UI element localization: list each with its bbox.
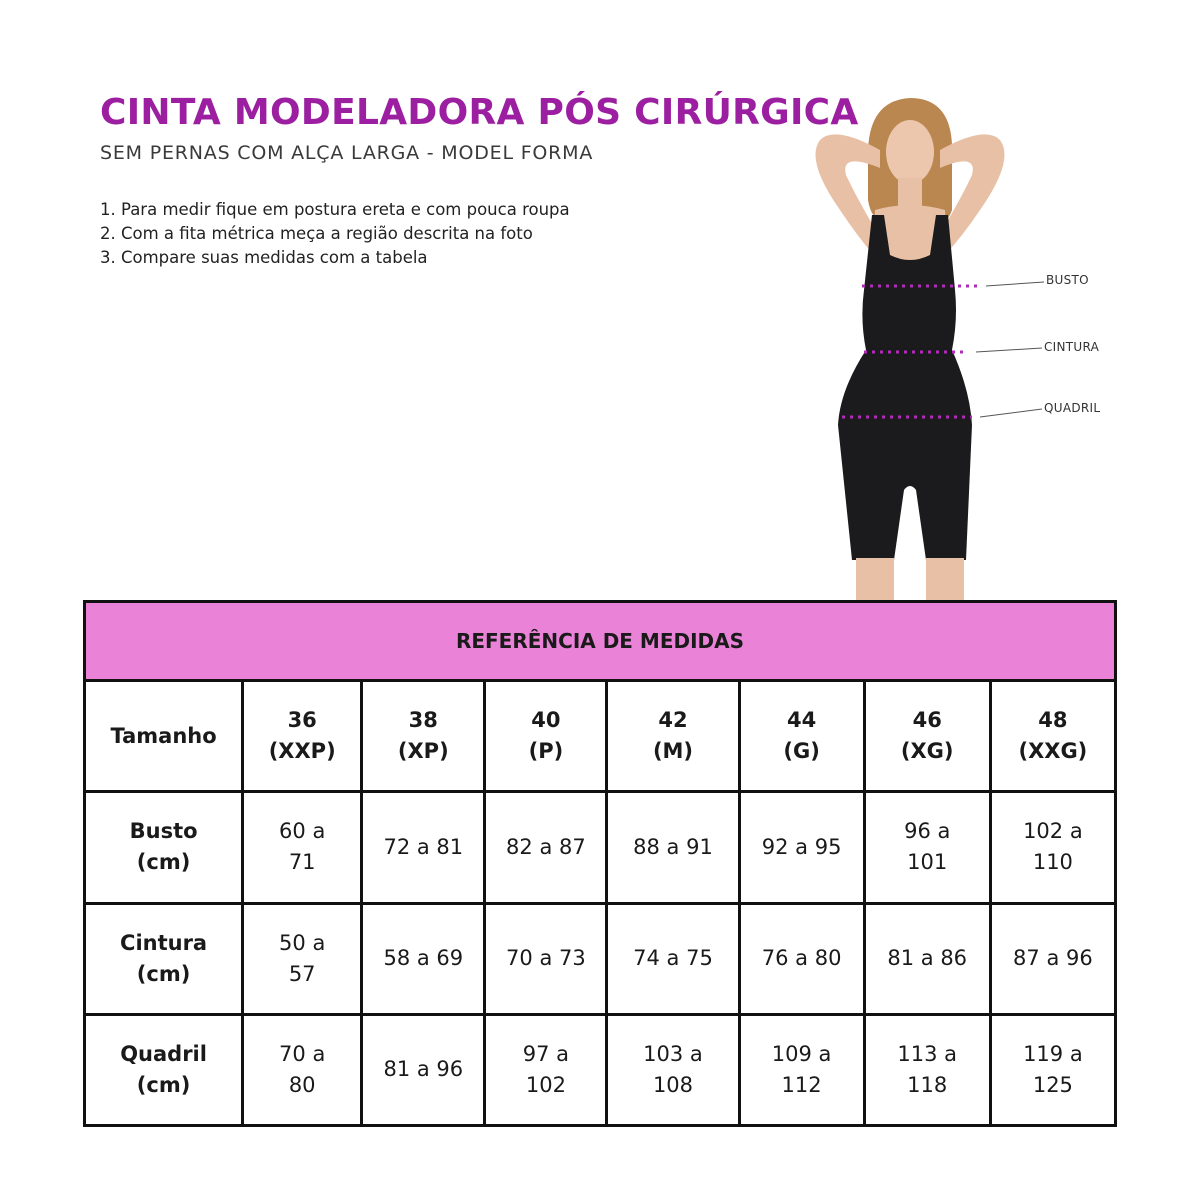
table-cell: 97 a 102: [485, 1014, 607, 1125]
table-cell: 74 a 75: [607, 903, 739, 1014]
model-figure: [780, 90, 1120, 600]
table-cell: 70 a 73: [485, 903, 607, 1014]
table-cell: 82 a 87: [485, 792, 607, 903]
page-title: CINTA MODELADORA PÓS CIRÚRGICA: [100, 92, 859, 133]
model-face: [886, 120, 934, 184]
table-row-quadril: [85, 1014, 1116, 1125]
table-cell: 60 a 71: [243, 792, 362, 903]
size-table: [83, 600, 1117, 1127]
table-cell: 88 a 91: [607, 792, 739, 903]
table-cell: 119 a 125: [990, 1014, 1115, 1125]
table-cell: 109 a 112: [739, 1014, 864, 1125]
row-label: Busto (cm): [85, 792, 243, 903]
table-cell: 70 a 80: [243, 1014, 362, 1125]
table-cell: 76 a 80: [739, 903, 864, 1014]
instruction-step-2: 2. Com a fita métrica meça a região descrita na foto: [100, 224, 533, 243]
model-right-leg: [926, 558, 964, 600]
model-left-leg: [856, 558, 894, 600]
instruction-step-3: 3. Compare suas medidas com a tabela: [100, 248, 428, 267]
table-cell: 96 a 101: [864, 792, 990, 903]
table-row-cintura: [85, 903, 1116, 1014]
busto-pointer: [986, 282, 1044, 286]
instruction-list: [100, 198, 570, 270]
table-cell: 81 a 96: [362, 1014, 485, 1125]
size-column-header: 48 (XXG): [990, 681, 1115, 792]
busto-label: BUSTO: [1046, 273, 1089, 287]
size-column-header: 44 (G): [739, 681, 864, 792]
size-label: Tamanho: [85, 681, 243, 792]
table-cell: 103 a 108: [607, 1014, 739, 1125]
page-subtitle: SEM PERNAS COM ALÇA LARGA - MODEL FORMA: [100, 142, 594, 164]
quadril-pointer: [980, 409, 1042, 417]
table-title: REFERÊNCIA DE MEDIDAS: [85, 602, 1116, 681]
table-cell: 58 a 69: [362, 903, 485, 1014]
table-cell: 50 a 57: [243, 903, 362, 1014]
table-cell: 72 a 81: [362, 792, 485, 903]
table-cell: 87 a 96: [990, 903, 1115, 1014]
size-column-header: 42 (M): [607, 681, 739, 792]
cintura-label: CINTURA: [1044, 340, 1100, 354]
table-header-row: [85, 681, 1116, 792]
table-row-busto: [85, 792, 1116, 903]
table-cell: 102 a 110: [990, 792, 1115, 903]
row-label: Cintura (cm): [85, 903, 243, 1014]
size-column-header: 36 (XXP): [243, 681, 362, 792]
table-cell: 113 a 118: [864, 1014, 990, 1125]
instruction-step-1: 1. Para medir fique em postura ereta e com pouca roupa: [100, 200, 570, 219]
row-label: Quadril (cm): [85, 1014, 243, 1125]
size-column-header: 40 (P): [485, 681, 607, 792]
cintura-pointer: [976, 348, 1042, 352]
size-column-header: 38 (XP): [362, 681, 485, 792]
table-cell: 92 a 95: [739, 792, 864, 903]
model-garment: [838, 215, 972, 560]
table-cell: 81 a 86: [864, 903, 990, 1014]
quadril-label: QUADRIL: [1044, 401, 1101, 415]
size-column-header: 46 (XG): [864, 681, 990, 792]
